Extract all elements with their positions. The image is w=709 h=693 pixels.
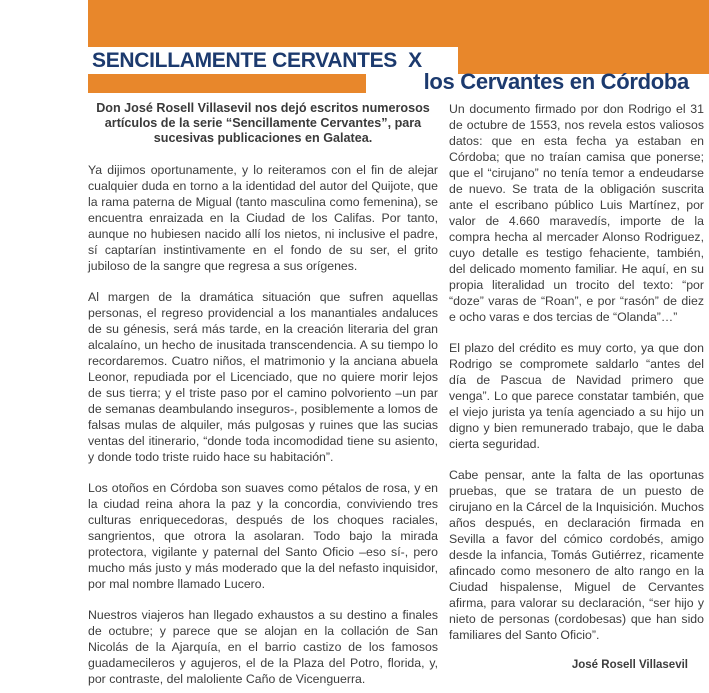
paragraph: El plazo del crédito es muy corto, ya que don Rodrigo se compromete saldarlo “antes del día de Pascua de Navidad primero que venga”. Lo que parece constatar también, que el viejo jurista ya tenía agenciado a su hijo un digno y bien remunerado trabajo, que le daba cierta seguridad. [449, 341, 704, 451]
header-orange-strip [88, 74, 366, 93]
article-subtitle: los Cervantes en Córdoba [423, 69, 689, 94]
header-title-band [88, 47, 458, 74]
right-column [449, 101, 704, 672]
left-column [88, 101, 438, 693]
paragraph: Un documento firmado por don Rodrigo el 31 de octubre de 1553, nos revela estos valiosos datos: que en esta fecha ya estaban en Córdoba; que no traían camisa que ponerse; que el “cirujano” no tenía temor a endeudarse de nuevo. Se trata de la obligación suscrita ante el escribano público Luis Martínez, por valor de 4.660 maravedís, importe de la compra hecha al mercader Alonso Rodriguez, cuyo detalle es testigo fehaciente, también, del delicado momento familiar. He aquí, en su propia literalidad un trocito del texto: “por “doze” varas de “Roan”, e por “rasón” de diez e ocho varas e dos tercias de “Olanda”…” [449, 102, 704, 324]
paragraph: Ya dijimos oportunamente, y lo reiteramos con el fin de alejar cualquier duda en torno a la identidad del autor del Quijote, que la rama paterna de Migual (tanto masculina como femenina), se encuentra enraizada en la Ciudad de los Califas. Por tanto, aunque no hubiesen nacido allí los nietos, ni inclusive el padre, sí captarían instintivamente en el fondo de su ser, el grito jubiloso de la sangre que regresa a sus orígenes. [88, 163, 438, 273]
paragraph: Los otoños en Córdoba son suaves como pétalos de rosa, y en la ciudad reina ahora la paz y la concordia, conviviendo tres culturas enriquecedoras, después de los choques raciales, sangrientos, que otrora la asolaran. Todo bajo la mirada protectora, vigilante y paternal del Santo Oficio –eso sí-, pero mucho más justo y más moderado que la del nefasto inquisidor, por mal nombre llamado Lucero. [88, 481, 438, 591]
paragraph: Al margen de la dramática situación que sufren aquellas personas, el regreso providencial a los manantiales andaluces de su génesis, será más tarde, en la creación literaria del gran alcalaíno, un hecho de inusitada transcendencia. A su tiempo lo recordaremos. Cuatro niños, el matrimonio y la anciana abuela Leonor, repudiada por el Licenciado, que no quiere morir lejos de sus tierra; y el triste paso por el camino polvoriento –un par de semanas deambulando inseguros-, posiblemente a lomos de falsas mulas de alquiler, más pulgosas y ruines que las sucias ventas del itinerario, “donde toda incomodidad tiene su asiento, y donde todo triste ruido hace su habitación”. [88, 290, 438, 464]
article-series-title: SENCILLAMENTE CERVANTES X [92, 49, 422, 72]
intro-paragraph: Don José Rosell Villasevil nos dejó escritos numerosos artículos de la serie “Sencillamente Cervantes”, para sucesivas publicaciones en Galatea. [96, 101, 430, 145]
paragraph: Nuestros viajeros han llegado exhaustos a su destino a finales de octubre; y parece que se alojan en la collación de San Nicolás de la Ajarquía, en el barrio castizo de los famosos guadamecileros y agujeros, el de la Plaza del Potro, florida, y, por contraste, del maloliente Caño de Vicenguerra. [88, 608, 438, 686]
author-signature: José Rosell Villasevil [571, 659, 688, 671]
paragraph: Cabe pensar, ante la falta de las oportunas pruebas, que se tratara de un puesto de cirujano en la Cárcel de la Inquisición. Muchos años después, en declaración firmada en Sevilla a favor del cómico cordobés, amigo desde la infancia, Tomás Gutiérrez, ricamente afincado como mesonero de alto rango en la Ciudad hispalense, Miguel de Cervantes afirma, para valorar su declaración, “ser hijo y nieto de personas (cordobesas) que han sido familiares del Santo Oficio”. [449, 468, 704, 642]
